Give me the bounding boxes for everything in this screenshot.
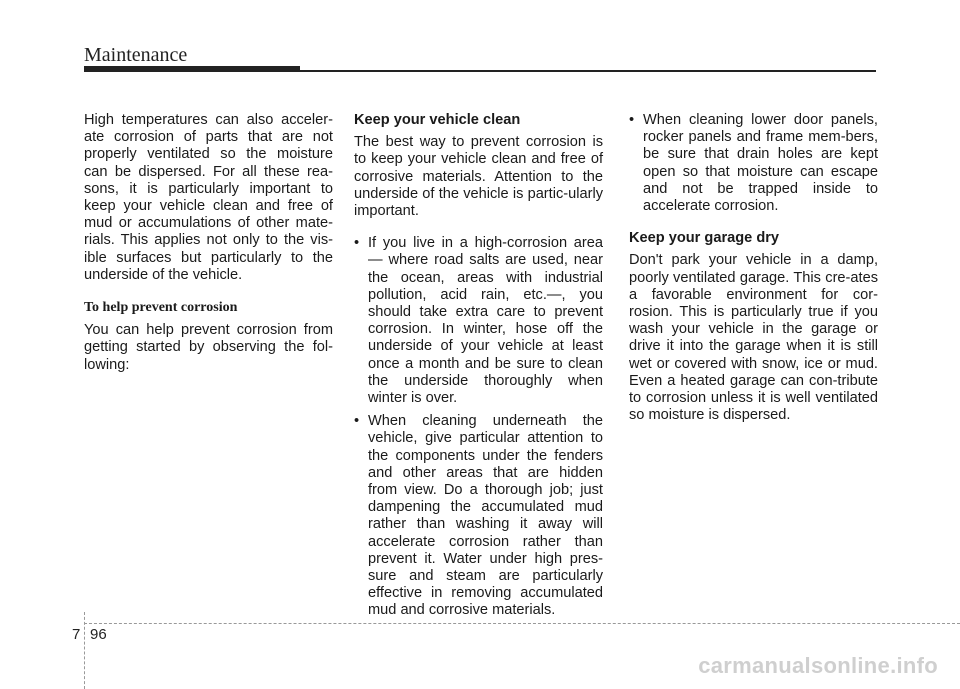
column-2 (354, 112, 603, 635)
prevent-corrosion-paragraph: You can help prevent corrosion from getting started by observing the fol-lowing: (84, 322, 333, 373)
list-item-text: If you live in a high-corrosion area — where road salts are used, near the ocean, areas with industrial pollution, acid rain, etc.—, you should take extra care to prevent corrosion. In winter, hose off the underside of your vehicle at least once a month and be sure to clean the underside thoroughly when winter is over. (368, 235, 603, 407)
list-item (354, 235, 603, 407)
list-item (629, 112, 878, 215)
footer-horizontal-guide (84, 623, 960, 624)
keep-clean-list (354, 235, 603, 619)
header-rule-thick (84, 66, 300, 72)
bullet-icon: • (354, 235, 360, 252)
column-1 (84, 112, 333, 389)
page-header-title: Maintenance (84, 44, 188, 66)
list-item-text: When cleaning underneath the vehicle, give particular attention to the components under the fenders and other areas that are hidden from view. Do a thorough job; just dampening the accumulated mud rather than washing it away will accelerate corrosion rather than prevent it. Water under high pres-sure and steam are particularly effective in removing accumulated mud and corrosive materials. (368, 413, 603, 619)
intro-paragraph: High temperatures can also acceler-ate corrosion of parts that are not properly ventilated so the moisture can be dispersed. For all these rea-sons, it is particularly important to keep your vehicle clean and free of mud or accumulations of other mate-rials. This applies not only to the vis-ible surfaces but particularly to the underside of the vehicle. (84, 112, 333, 283)
column-3 (629, 112, 878, 439)
list-item (354, 413, 603, 619)
drain-holes-list (629, 112, 878, 215)
bullet-icon: • (354, 413, 360, 430)
chapter-number: 7 (72, 626, 81, 643)
watermark-text: carmanualsonline.info (698, 653, 938, 678)
list-item-text: When cleaning lower door panels, rocker panels and frame mem-bers, be sure that drain holes are kept open so that moisture can escape and not be trapped inside to accelerate corrosion. (643, 112, 878, 215)
page-number: 96 (90, 626, 107, 643)
section-heading-prevent-corrosion: To help prevent corrosion (84, 300, 238, 316)
garage-dry-paragraph: Don't park your vehicle in a damp, poorly ventilated garage. This cre-ates a favorable environment for cor-rosion. This is particularly true if you wash your vehicle in the garage or drive it into the garage when it is still wet or covered with snow, ice or mud. Even a heated garage can con-tribute to corrosion unless it is well ventilated so moisture is dispersed. (629, 252, 878, 424)
bullet-icon: • (629, 112, 635, 128)
section-heading-garage-dry: Keep your garage dry (629, 230, 780, 247)
keep-clean-paragraph: The best way to prevent corrosion is to keep your vehicle clean and free of corrosive materials. Attention to the underside of the vehicle is partic-ularly important. (354, 134, 603, 220)
header-rule-thin (300, 70, 876, 72)
section-heading-keep-clean: Keep your vehicle clean (354, 112, 521, 128)
